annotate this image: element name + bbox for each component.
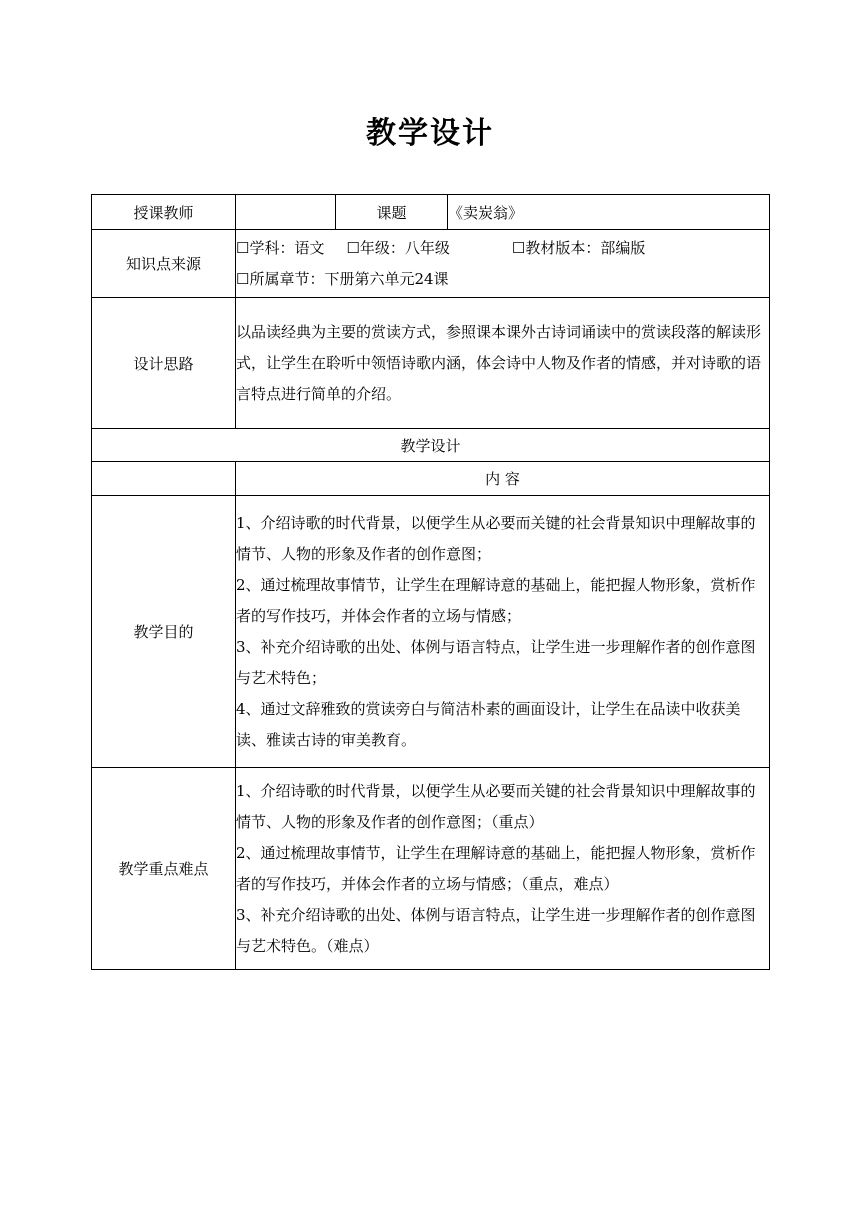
teacher-row (92, 195, 770, 230)
goals-content (236, 496, 770, 768)
topic-label: 课题 (336, 195, 448, 230)
content-header: 内 容 (236, 462, 770, 496)
topic-value: 《卖炭翁》 (448, 195, 770, 230)
teacher-label: 授课教师 (92, 195, 236, 230)
goals-label: 教学目的 (92, 496, 236, 768)
edition-field: ☐教材版本：部编版 (511, 238, 646, 257)
teacher-value-cell (236, 195, 336, 230)
key-point-item: 3、补充介绍诗歌的出处、体例与语言特点，让学生进一步理解作者的创作意图与艺术特色。（难点） (236, 905, 756, 955)
key-points-content (236, 768, 770, 970)
lesson-plan-table (91, 194, 770, 970)
subject-field: ☐学科：语文 (236, 238, 325, 257)
source-label: 知识点来源 (92, 230, 236, 298)
key-point-item: 1、介绍诗歌的时代背景，以便学生从必要而关键的社会背景知识中理解故事的情节、人物的形象及作者的创作意图；（重点） (236, 781, 756, 831)
goal-item: 1、介绍诗歌的时代背景，以便学生从必要而关键的社会背景知识中理解故事的情节、人物的形象及作者的创作意图； (236, 513, 756, 563)
design-idea-content (236, 298, 770, 429)
content-header-row (92, 462, 770, 496)
goal-item: 2、通过梳理故事情节，让学生在理解诗意的基础上，能把握人物形象，赏析作者的写作技巧，并体会作者的立场与情感； (236, 575, 756, 625)
chapter-field: ☐所属章节：下册第六单元24课 (236, 269, 449, 288)
goal-item: 3、补充介绍诗歌的出处、体例与语言特点，让学生进一步理解作者的创作意图与艺术特色； (236, 637, 756, 687)
design-idea-row (92, 298, 770, 429)
grade-field: ☐年级：八年级 (346, 238, 450, 257)
key-point-item: 2、通过梳理故事情节，让学生在理解诗意的基础上，能把握人物形象，赏析作者的写作技巧，并体会作者的立场与情感；（重点，难点） (236, 843, 756, 893)
section-header: 教学设计 (92, 429, 770, 462)
goal-item: 4、通过文辞雅致的赏读旁白与简洁朴素的画面设计，让学生在品读中收获美读、雅读古诗的审美教育。 (236, 699, 741, 749)
page-title: 教学设计 (366, 116, 494, 151)
section-header-row (92, 429, 770, 462)
content-header-blank (92, 462, 236, 496)
key-points-row (92, 768, 770, 970)
source-row (92, 230, 770, 298)
goals-row (92, 496, 770, 768)
design-idea-label: 设计思路 (92, 298, 236, 429)
key-points-label: 教学重点难点 (92, 768, 236, 970)
source-content (236, 230, 770, 298)
design-idea-text: 以品读经典为主要的赏读方式，参照课本课外古诗词诵读中的赏读段落的解读形式，让学生在聆听中领悟诗歌内涵，体会诗中人物及作者的情感，并对诗歌的语言特点进行简单的介绍。 (236, 322, 762, 403)
